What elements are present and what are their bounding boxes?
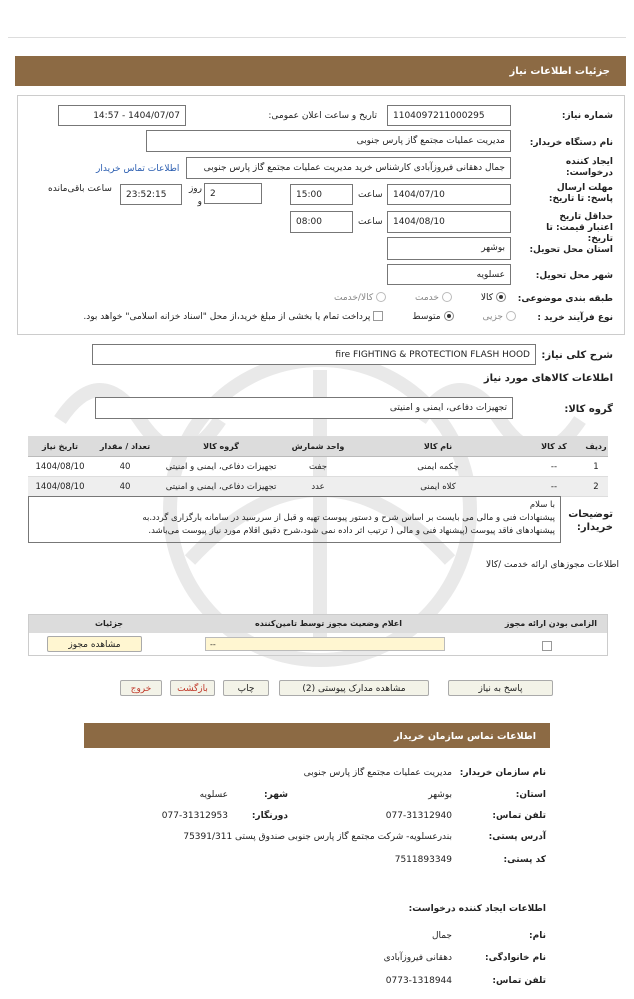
radio-icon bbox=[506, 311, 516, 321]
goods-info-title: اطلاعات کالاهای مورد نیاز bbox=[483, 373, 613, 384]
reply-button[interactable]: پاسخ به نیاز bbox=[448, 680, 553, 696]
deadline-time-label: ساعت bbox=[358, 190, 383, 200]
remaining-time-field: 23:52:15 bbox=[120, 184, 182, 205]
creator-name-label: نام: bbox=[529, 931, 546, 941]
back-button[interactable]: بازگشت bbox=[170, 680, 215, 696]
permits-header bbox=[29, 615, 607, 633]
contact-city: عسلویه bbox=[199, 790, 228, 800]
days-field: 2 bbox=[204, 183, 262, 204]
radio-icon bbox=[444, 311, 454, 321]
deadline-time-field: 15:00 bbox=[290, 184, 353, 205]
permit-status-field: -- bbox=[205, 637, 445, 651]
creator-section-title: اطلاعات ایجاد کننده درخواست: bbox=[408, 904, 546, 914]
creator-family: دهقانی فیروزآبادی bbox=[383, 953, 452, 963]
cell-group: تجهیزات دفاعی، ایمنی و امنیتی bbox=[158, 457, 284, 477]
permits-col-status: اعلام وضعیت مجوز توسط تامین‌کننده bbox=[255, 619, 402, 628]
creator-label: ایجاد کننده درخواست: bbox=[565, 157, 613, 178]
cell-unit: عدد bbox=[284, 477, 352, 497]
contact-section-title: اطلاعات تماس سازمان خریدار bbox=[393, 731, 536, 742]
cell-qty: 40 bbox=[92, 457, 158, 477]
permits-col-required: الزامی بودن ارائه مجوز bbox=[504, 619, 597, 628]
radio-icon bbox=[442, 292, 452, 302]
contact-address: بندرعسلویه- شرکت مجتمع گاز پارس جنوبی صندوق پستی 75391/311 bbox=[183, 832, 452, 842]
buyer-notes-line: پیشنهادات فنی و مالی می بایست بر اساس شرح و دستور پیوست تهیه و قبل از سررسید در سامانه بارگزاری گردد.به bbox=[142, 513, 555, 523]
page-title: جزئیات اطلاعات نیاز bbox=[509, 66, 610, 77]
creator-field: جمال دهقانی فیروزآبادی کارشناس خرید مدیریت عملیات مجتمع گاز پارس جنوبی bbox=[186, 157, 511, 179]
creator-name: جمال bbox=[431, 931, 452, 941]
city-label: شهر محل تحویل: bbox=[535, 271, 613, 281]
cell-row: 1 bbox=[584, 457, 608, 477]
contact-city-label: شهر: bbox=[264, 790, 288, 800]
contact-info bbox=[84, 760, 550, 880]
goods-group-field: تجهیزات دفاعی، ایمنی و امنیتی bbox=[95, 397, 513, 419]
buyer-notes-line: با سلام bbox=[529, 500, 555, 510]
category-option-goods-service[interactable]: کالا/خدمت bbox=[334, 293, 386, 303]
validity-label: حداقل تاریخ اعتبار قیمت: تا تاریخ: bbox=[546, 212, 613, 244]
cell-qty: 40 bbox=[92, 477, 158, 497]
buyer-notes-box bbox=[28, 496, 561, 543]
days-label: روز و bbox=[188, 184, 202, 207]
permits-title: اطلاعات مجوزهای ارائه خدمت /کالا bbox=[485, 560, 619, 570]
announce-label: تاریخ و ساعت اعلان عمومی: bbox=[268, 111, 377, 121]
contact-org-label: نام سازمان خریدار: bbox=[459, 768, 546, 778]
category-option-goods[interactable]: کالا bbox=[481, 293, 506, 303]
table-row bbox=[28, 457, 608, 477]
contact-fax-label: دورنگار: bbox=[251, 811, 288, 821]
need-number-label: شماره نیاز: bbox=[561, 111, 613, 121]
attachments-button[interactable]: مشاهده مدارک پیوستی (2) bbox=[279, 680, 429, 696]
permits-col-details: جزئیات bbox=[95, 619, 124, 628]
cell-group: تجهیزات دفاعی، ایمنی و امنیتی bbox=[158, 477, 284, 497]
summary-label: شرح کلی نیاز: bbox=[541, 350, 613, 361]
cell-name: چکمه ایمنی bbox=[352, 457, 524, 477]
view-permit-button[interactable]: مشاهده مجوز bbox=[47, 636, 142, 652]
contact-province-label: استان: bbox=[515, 790, 546, 800]
contact-section-header bbox=[84, 723, 550, 748]
validity-time-field: 08:00 bbox=[290, 211, 353, 233]
province-field: بوشهر bbox=[387, 237, 511, 260]
contact-phone-label: تلفن تماس: bbox=[492, 811, 546, 821]
buyer-org-label: نام دستگاه خریدار: bbox=[529, 138, 613, 148]
category-option-service[interactable]: خدمت bbox=[415, 293, 452, 303]
checkbox-icon bbox=[373, 311, 383, 321]
col-date: تاریخ نیاز bbox=[28, 436, 92, 457]
remaining-label: ساعت باقی‌مانده bbox=[48, 184, 112, 194]
announce-field: 1404/07/07 - 14:57 bbox=[58, 105, 186, 126]
creator-info bbox=[84, 898, 550, 998]
items-table bbox=[28, 436, 608, 497]
contact-postal: 7511893349 bbox=[394, 855, 452, 865]
top-divider bbox=[8, 37, 626, 38]
process-options bbox=[83, 311, 516, 322]
items-table-header bbox=[28, 436, 608, 457]
cell-date: 1404/08/10 bbox=[28, 457, 92, 477]
deadline-label: مهلت ارسال پاسخ: تا تاریخ: bbox=[548, 183, 613, 204]
col-group: گروه کالا bbox=[158, 436, 284, 457]
process-option-minor[interactable]: جزیی bbox=[482, 312, 516, 322]
creator-family-label: نام خانوادگی: bbox=[484, 953, 546, 963]
contact-fax: 077-31312953 bbox=[161, 811, 228, 821]
radio-icon bbox=[496, 292, 506, 302]
permits-table bbox=[28, 614, 608, 656]
contact-org: مدیریت عملیات مجتمع گاز پارس جنوبی bbox=[303, 768, 452, 778]
print-button[interactable]: چاپ bbox=[223, 680, 269, 696]
buyer-contact-link[interactable]: اطلاعات تماس خریدار bbox=[96, 164, 180, 174]
col-row: ردیف bbox=[584, 436, 608, 457]
col-qty: تعداد / مقدار bbox=[92, 436, 158, 457]
permit-required-checkbox bbox=[542, 641, 552, 651]
table-row bbox=[28, 477, 608, 497]
buyer-notes-line: پیشنهادهای فاقد پیوست (پیشنهاد فنی و مالی ( ترتیب اثر داده نمی شود،شرح دقیق اقلام مورد نیاز پیوست می‌باشد. bbox=[148, 526, 555, 536]
cell-code: -- bbox=[524, 457, 584, 477]
contact-province: بوشهر bbox=[428, 790, 452, 800]
creator-phone: 0773-1318944 bbox=[385, 976, 452, 986]
radio-icon bbox=[376, 292, 386, 302]
summary-field: fire FIGHTING & PROTECTION FLASH HOOD bbox=[92, 344, 536, 365]
contact-phone: 077-31312940 bbox=[385, 811, 452, 821]
category-label: طبقه بندی موضوعی: bbox=[517, 294, 613, 304]
cell-name: کلاه ایمنی bbox=[352, 477, 524, 497]
city-field: عسلویه bbox=[387, 264, 511, 285]
treasury-payment-option[interactable]: پرداخت تمام یا بخشی از مبلغ خرید،از محل "اسناد خزانه اسلامی" خواهد بود. bbox=[83, 312, 383, 322]
contact-address-label: آدرس پستی: bbox=[488, 832, 546, 842]
col-code: کد کالا bbox=[524, 436, 584, 457]
exit-button[interactable]: خروج bbox=[120, 680, 162, 696]
cell-row: 2 bbox=[584, 477, 608, 497]
cell-code: -- bbox=[524, 477, 584, 497]
province-label: استان محل تحویل: bbox=[529, 245, 613, 255]
process-option-medium[interactable]: متوسط bbox=[412, 312, 453, 322]
creator-phone-label: تلفن تماس: bbox=[492, 976, 546, 986]
category-options bbox=[334, 292, 506, 303]
validity-date-field: 1404/08/10 bbox=[387, 211, 511, 233]
col-name: نام کالا bbox=[352, 436, 524, 457]
goods-group-label: گروه کالا: bbox=[564, 404, 613, 415]
buyer-notes-label: توضیحات خریدار: bbox=[568, 509, 613, 533]
cell-unit: جفت bbox=[284, 457, 352, 477]
contact-postal-label: کد پستی: bbox=[503, 855, 546, 865]
deadline-date-field: 1404/07/10 bbox=[387, 184, 511, 205]
validity-time-label: ساعت bbox=[358, 217, 383, 227]
need-number-field: 1104097211000295 bbox=[387, 105, 511, 126]
items-table-wrap bbox=[28, 436, 608, 497]
buyer-org-field: مدیریت عملیات مجتمع گاز پارس جنوبی bbox=[146, 130, 511, 152]
cell-date: 1404/08/10 bbox=[28, 477, 92, 497]
page-header bbox=[15, 56, 626, 86]
process-label: نوع فرآیند خرید : bbox=[537, 313, 613, 323]
col-unit: واحد شمارش bbox=[284, 436, 352, 457]
